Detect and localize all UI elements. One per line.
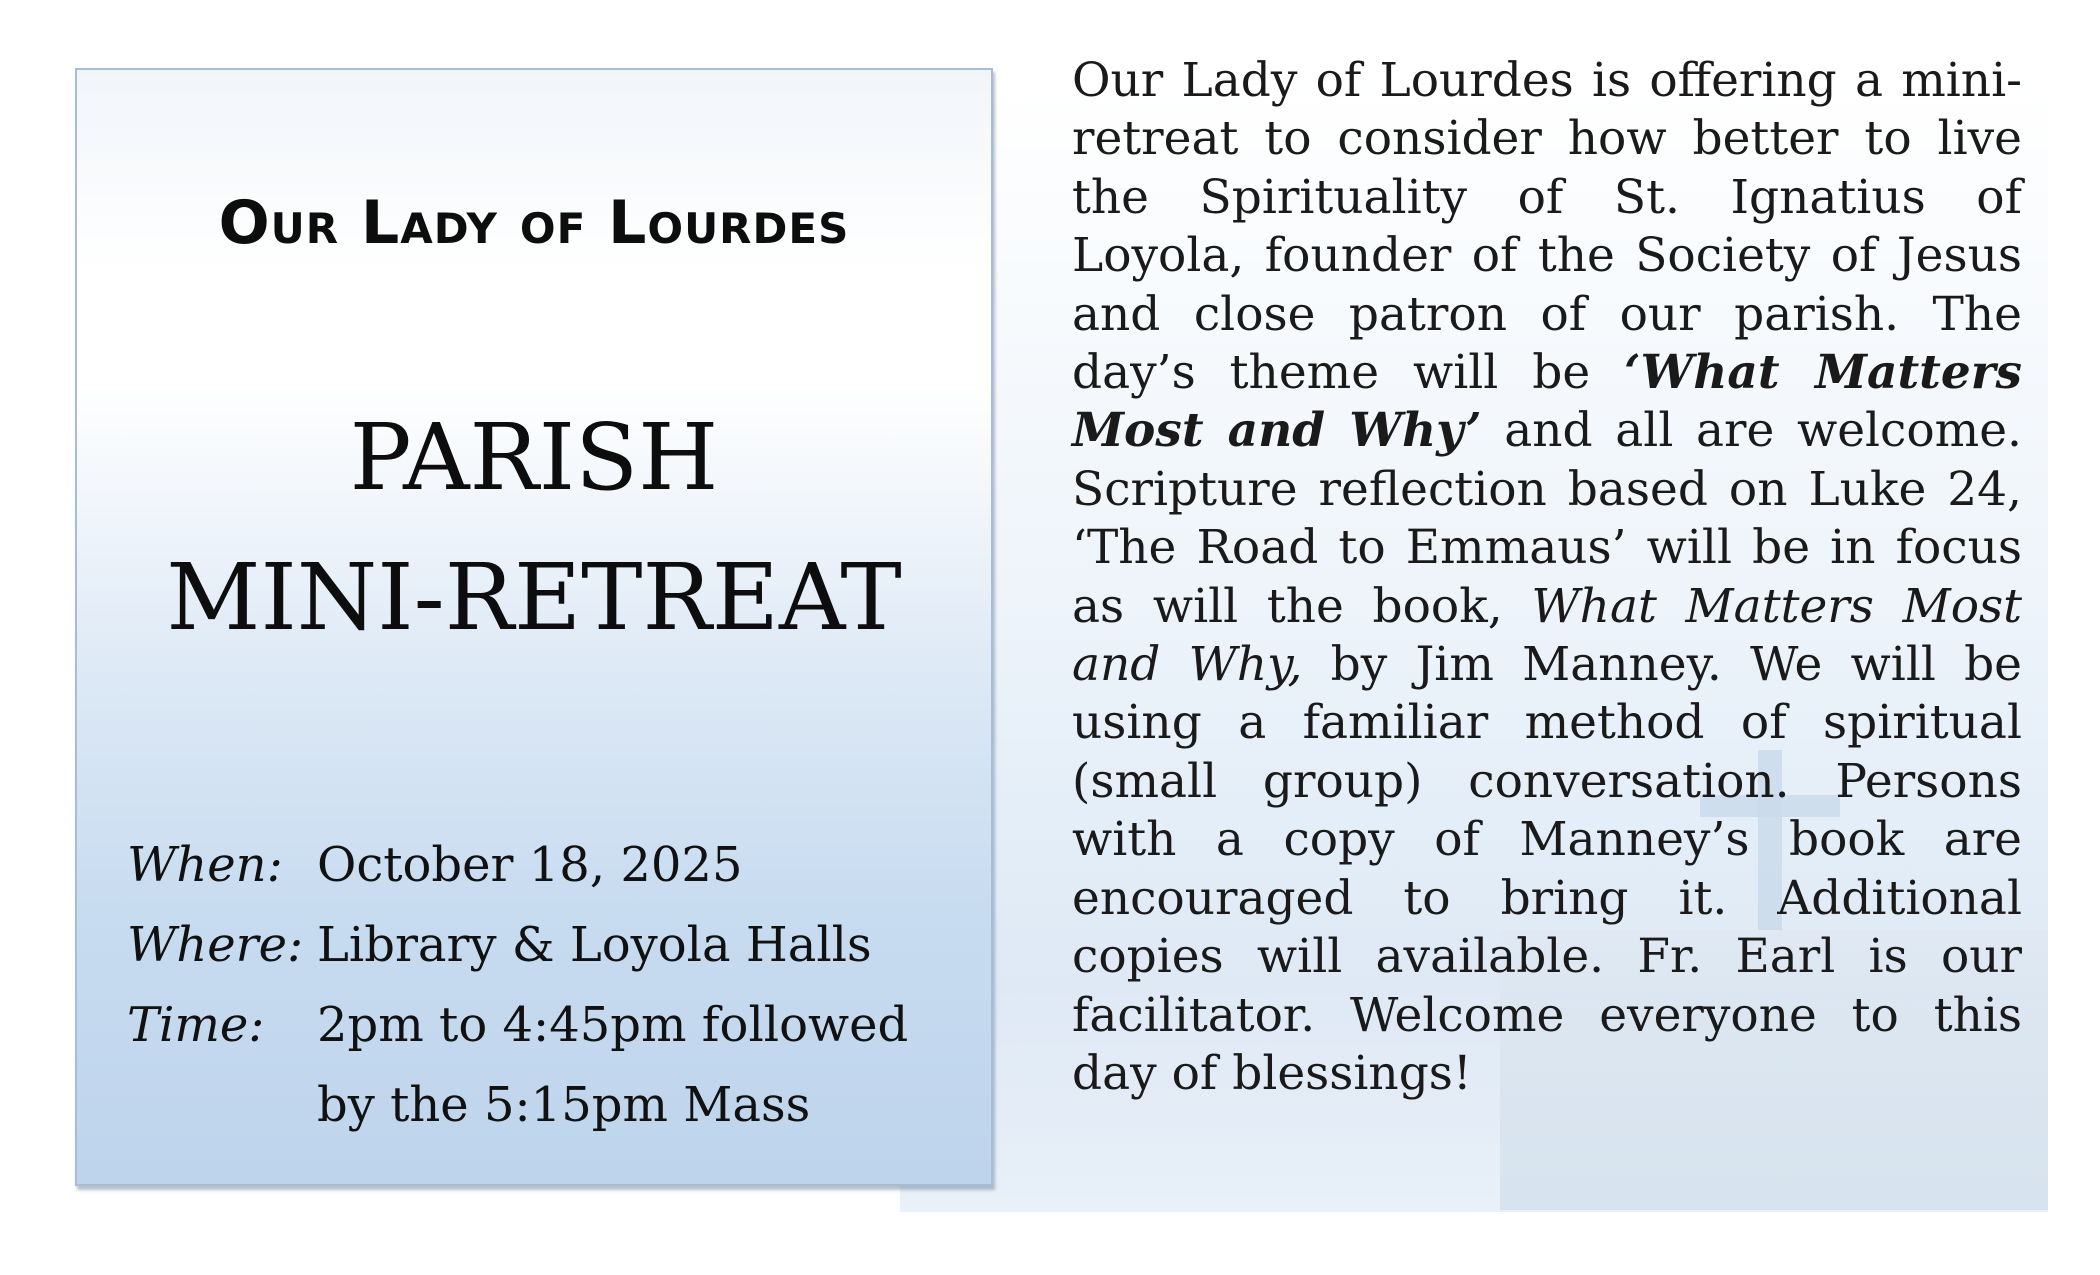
book-title: What Matters Most and Why, <box>1072 578 2023 693</box>
retreat-title <box>77 388 991 668</box>
description-part1: Our Lady of Lourdes is offering a mini-retreat to consider how better to live the Spirituality of St. Ignatius of Loyola, founder of the Society of Jesus and close patron of our parish. The day’s theme will be <box>1072 53 2022 401</box>
announcement-box <box>75 68 993 1186</box>
detail-when <box>127 825 957 905</box>
where-label: Where: <box>127 917 304 973</box>
time-value <box>317 985 957 1145</box>
detail-time <box>127 985 957 1145</box>
description-part2: and all are welcome. Scripture reflection based on Luke 24, ‘The Road to Emmaus’ will be in focus as will the book, <box>1072 403 2022 634</box>
when-label: When: <box>127 837 283 893</box>
description-paragraph <box>1072 52 2022 1103</box>
where-value: Library & Loyola Halls <box>317 917 872 973</box>
theme-title: ‘What Matters Most and Why’ <box>1072 345 2022 459</box>
retreat-title-line2: MINI-RETREAT <box>166 544 902 651</box>
time-label: Time: <box>127 997 265 1053</box>
detail-where <box>127 905 957 985</box>
retreat-title-line1: PARISH <box>349 404 719 511</box>
when-value: October 18, 2025 <box>317 837 743 893</box>
time-value-line1: 2pm to 4:45pm followed <box>317 997 909 1053</box>
description-part3: by Jim Manney. We will be using a familiar method of spiritual (small group) conversation. Persons with a copy of Manney’s book are encouraged to bring it. Additional copies will available. Fr. Earl is our facilitator. Welcome everyone to this day of blessings! <box>1072 637 2022 1101</box>
parish-name: Our Lady of Lourdes <box>218 188 850 258</box>
time-value-line2: by the 5:15pm Mass <box>317 1077 811 1133</box>
event-details <box>127 825 957 1145</box>
